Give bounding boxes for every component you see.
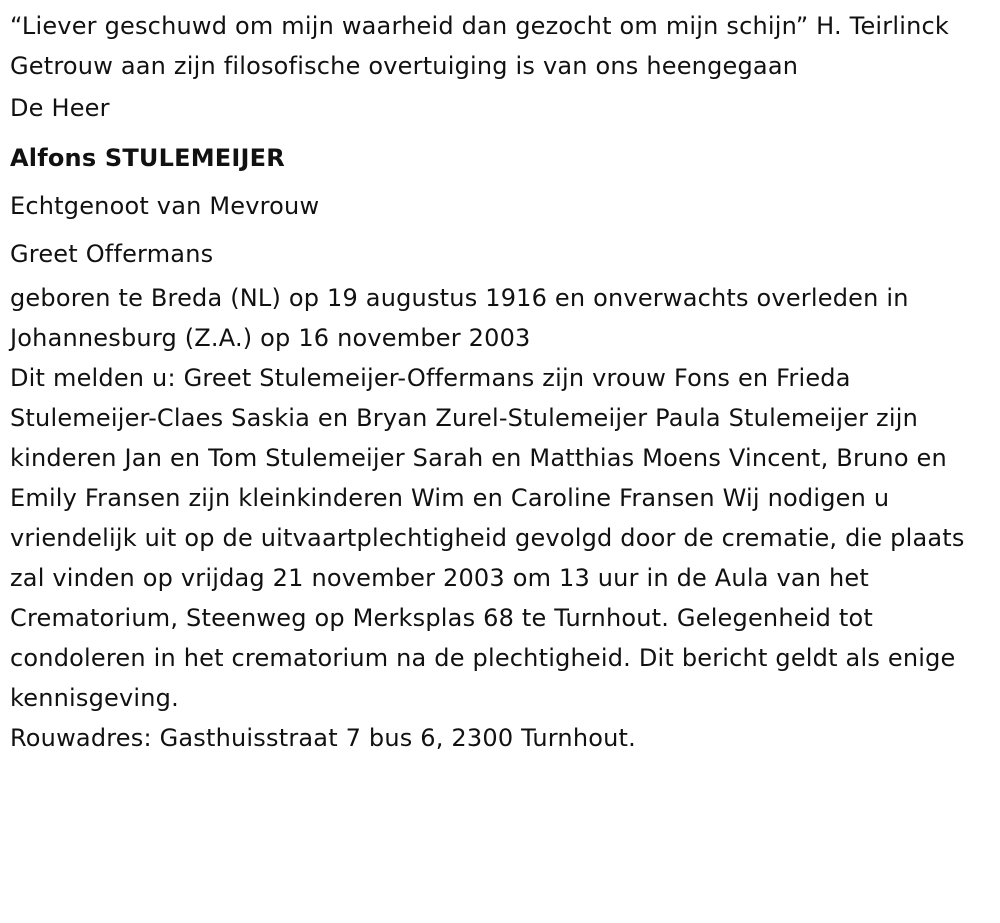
spouse-name: Greet Offermans — [10, 240, 214, 268]
mourning-address: Rouwadres: Gasthuisstraat 7 bus 6, 2300 Turnhout. — [10, 724, 636, 752]
family-notice: Dit melden u: Greet Stulemeijer-Offermans zijn vrouw Fons en Frieda Stulemeijer-Claes Saskia en Bryan Zurel-Stulemeijer Paula Stulemeijer zijn kinderen Jan en Tom Stulemeijer Sarah en Matthias Moens Vincent, Bruno en Emily Fransen zijn kleinkinderen Wim en Caroline Fransen Wij nodigen u vriendelijk uit op de uitvaartplechtigheid gevolgd door de crematie, die plaats zal vinden op vrijdag 21 november 2003 om 13 uur in de Aula van het Crematorium, Steenweg op Merksplas 68 te Turnhout. Gelegenheid tot condoleren in het crematorium na de plechtigheid. Dit bericht geldt als enige kennisgeving. — [10, 364, 965, 712]
spouse-label: Echtgenoot van Mevrouw — [10, 192, 320, 220]
deceased-name: Alfons STULEMEIJER — [10, 144, 285, 172]
birth-death-info: geboren te Breda (NL) op 19 augustus 1916 en onverwachts overleden in Johannesburg (Z.A.) op 16 november 2003 — [10, 284, 909, 352]
opening-quote: “Liever geschuwd om mijn waarheid dan gezocht om mijn schijn” H. Teirlinck Getrouw aan zijn filosofische overtuiging is van ons heengegaan — [10, 12, 949, 80]
obituary-notice — [10, 6, 995, 758]
salutation: De Heer — [10, 94, 110, 122]
